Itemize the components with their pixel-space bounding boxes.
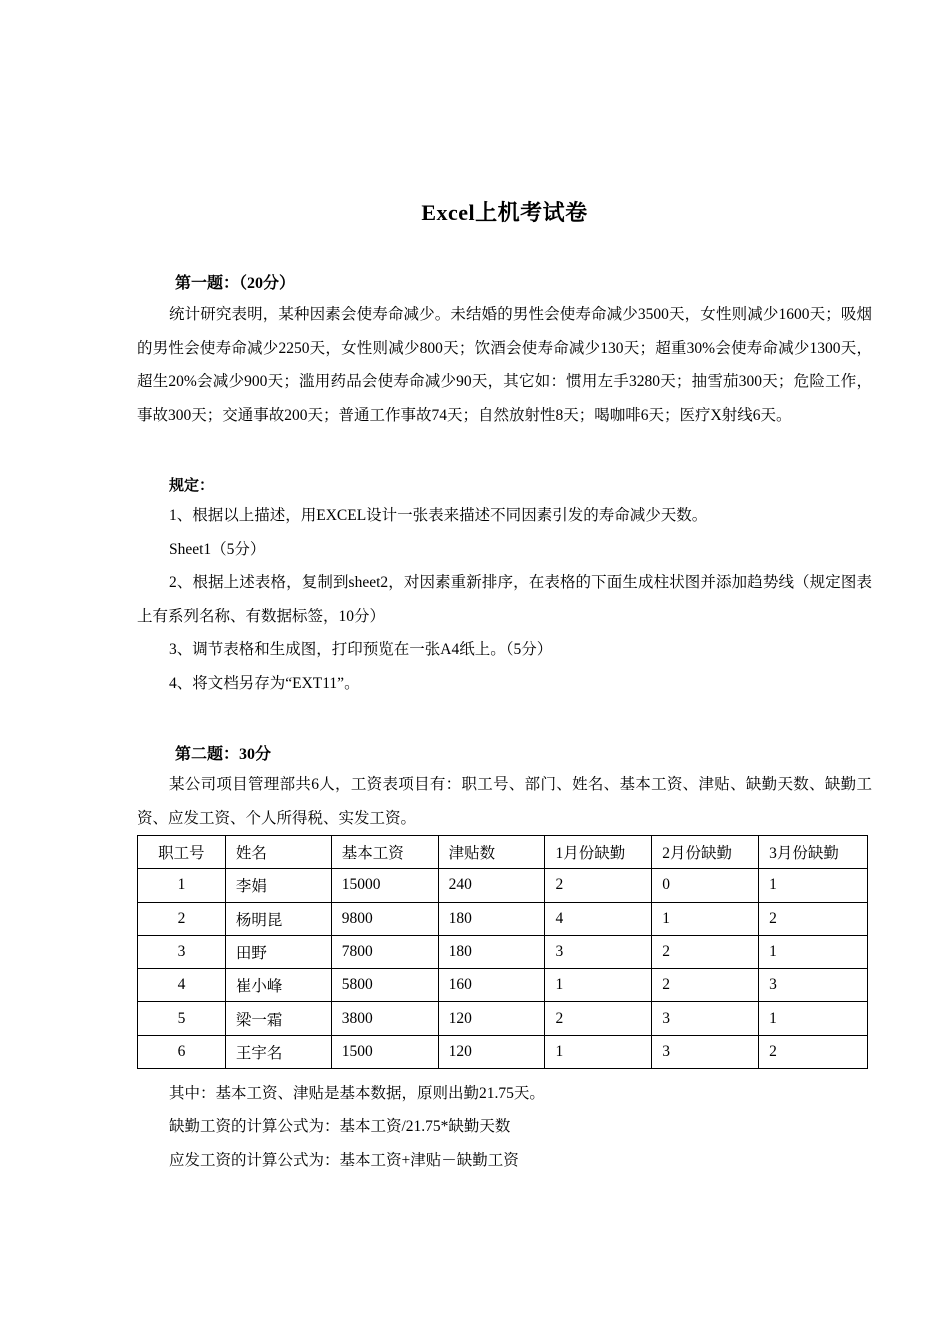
cell-feb-absence: 1 xyxy=(652,902,759,935)
rule-3: 3、调节表格和生成图，打印预览在一张A4纸上。（5分） xyxy=(169,641,553,658)
rule-1: 1、根据以上描述，用EXCEL设计一张表来描述不同因素引发的寿命减少天数。 xyxy=(169,507,708,524)
cell-mar-absence: 1 xyxy=(759,869,868,902)
question-2-intro: 某公司项目管理部共6人，工资表项目有：职工号、部门、姓名、基本工资、津贴、缺勤天数、缺勤工资、应发工资、个人所得税、实发工资。 xyxy=(137,776,872,827)
cell-allowance: 160 xyxy=(438,969,545,1002)
cell-base-salary: 15000 xyxy=(331,869,438,902)
header-name: 姓名 xyxy=(225,836,331,869)
cell-feb-absence: 2 xyxy=(652,969,759,1002)
note-gross-formula: 应发工资的计算公式为：基本工资+津贴－缺勤工资 xyxy=(169,1152,519,1169)
table-row xyxy=(138,869,868,902)
cell-allowance: 240 xyxy=(438,869,545,902)
header-employee-id: 职工号 xyxy=(138,836,226,869)
cell-base-salary: 3800 xyxy=(331,1002,438,1035)
document-title: Excel上机考试卷 xyxy=(421,200,588,225)
header-feb-absence: 2月份缺勤 xyxy=(652,836,759,869)
cell-employee-id: 2 xyxy=(138,902,226,935)
cell-employee-id: 4 xyxy=(138,969,226,1002)
cell-allowance: 120 xyxy=(438,1035,545,1068)
cell-jan-absence: 1 xyxy=(545,969,652,1002)
cell-base-salary: 1500 xyxy=(331,1035,438,1068)
cell-mar-absence: 3 xyxy=(759,969,868,1002)
table-row xyxy=(138,1002,868,1035)
cell-jan-absence: 2 xyxy=(545,869,652,902)
cell-base-salary: 7800 xyxy=(331,935,438,968)
rule-4: 4、将文档另存为“EXT11”。 xyxy=(169,675,360,692)
cell-allowance: 120 xyxy=(438,1002,545,1035)
cell-employee-id: 5 xyxy=(138,1002,226,1035)
rule-2: 2、根据上述表格，复制到sheet2，对因素重新排序，在表格的下面生成柱状图并添加趋势线（规定图表上有系列名称、有数据标签，10分） xyxy=(137,574,872,625)
table-row xyxy=(138,935,868,968)
cell-jan-absence: 2 xyxy=(545,1002,652,1035)
cell-mar-absence: 1 xyxy=(759,935,868,968)
cell-name: 杨明昆 xyxy=(225,902,331,935)
cell-name: 崔小峰 xyxy=(225,969,331,1002)
sheet1-points: Sheet1（5分） xyxy=(169,541,266,558)
cell-feb-absence: 3 xyxy=(652,1035,759,1068)
cell-name: 王宇名 xyxy=(225,1035,331,1068)
cell-mar-absence: 2 xyxy=(759,1035,868,1068)
cell-employee-id: 1 xyxy=(138,869,226,902)
cell-mar-absence: 2 xyxy=(759,902,868,935)
rules-label: 规定： xyxy=(169,478,215,494)
header-mar-absence: 3月份缺勤 xyxy=(759,836,868,869)
cell-allowance: 180 xyxy=(438,935,545,968)
question-1-intro: 统计研究表明，某种因素会使寿命减少。未结婚的男性会使寿命减少3500天，女性则减少1600天；吸烟的男性会使寿命减少2250天，女性则减少800天；饮酒会使寿命减少130天；超重30%会使寿命减少1300天，超生20%会减少900天；滥用药品会使寿命减少90天，其它如：惯用左手3280天；抽雪茄300天；危险工作，事故300天；交通事故200天；普通工作事故74天；自然放射性8天；喝咖啡6天；医疗X射线6天。 xyxy=(137,306,872,424)
cell-feb-absence: 2 xyxy=(652,935,759,968)
header-jan-absence: 1月份缺勤 xyxy=(545,836,652,869)
table-row xyxy=(138,969,868,1002)
salary-table xyxy=(137,835,868,1069)
table-header-row xyxy=(138,836,868,869)
note-attendance: 其中：基本工资、津贴是基本数据，原则出勤21.75天。 xyxy=(169,1085,545,1102)
cell-allowance: 180 xyxy=(438,902,545,935)
cell-feb-absence: 3 xyxy=(652,1002,759,1035)
table-row xyxy=(138,902,868,935)
cell-feb-absence: 0 xyxy=(652,869,759,902)
cell-name: 田野 xyxy=(225,935,331,968)
question-1-heading: 第一题：（20分） xyxy=(175,275,296,292)
cell-name: 李娟 xyxy=(225,869,331,902)
note-absence-formula: 缺勤工资的计算公式为：基本工资/21.75*缺勤天数 xyxy=(169,1118,511,1135)
header-allowance: 津贴数 xyxy=(438,836,545,869)
header-base-salary: 基本工资 xyxy=(331,836,438,869)
table-row xyxy=(138,1035,868,1068)
cell-base-salary: 5800 xyxy=(331,969,438,1002)
cell-jan-absence: 1 xyxy=(545,1035,652,1068)
cell-employee-id: 6 xyxy=(138,1035,226,1068)
cell-jan-absence: 4 xyxy=(545,902,652,935)
cell-base-salary: 9800 xyxy=(331,902,438,935)
question-2-heading: 第二题：30分 xyxy=(175,746,272,763)
cell-jan-absence: 3 xyxy=(545,935,652,968)
cell-name: 梁一霜 xyxy=(225,1002,331,1035)
cell-mar-absence: 1 xyxy=(759,1002,868,1035)
cell-employee-id: 3 xyxy=(138,935,226,968)
